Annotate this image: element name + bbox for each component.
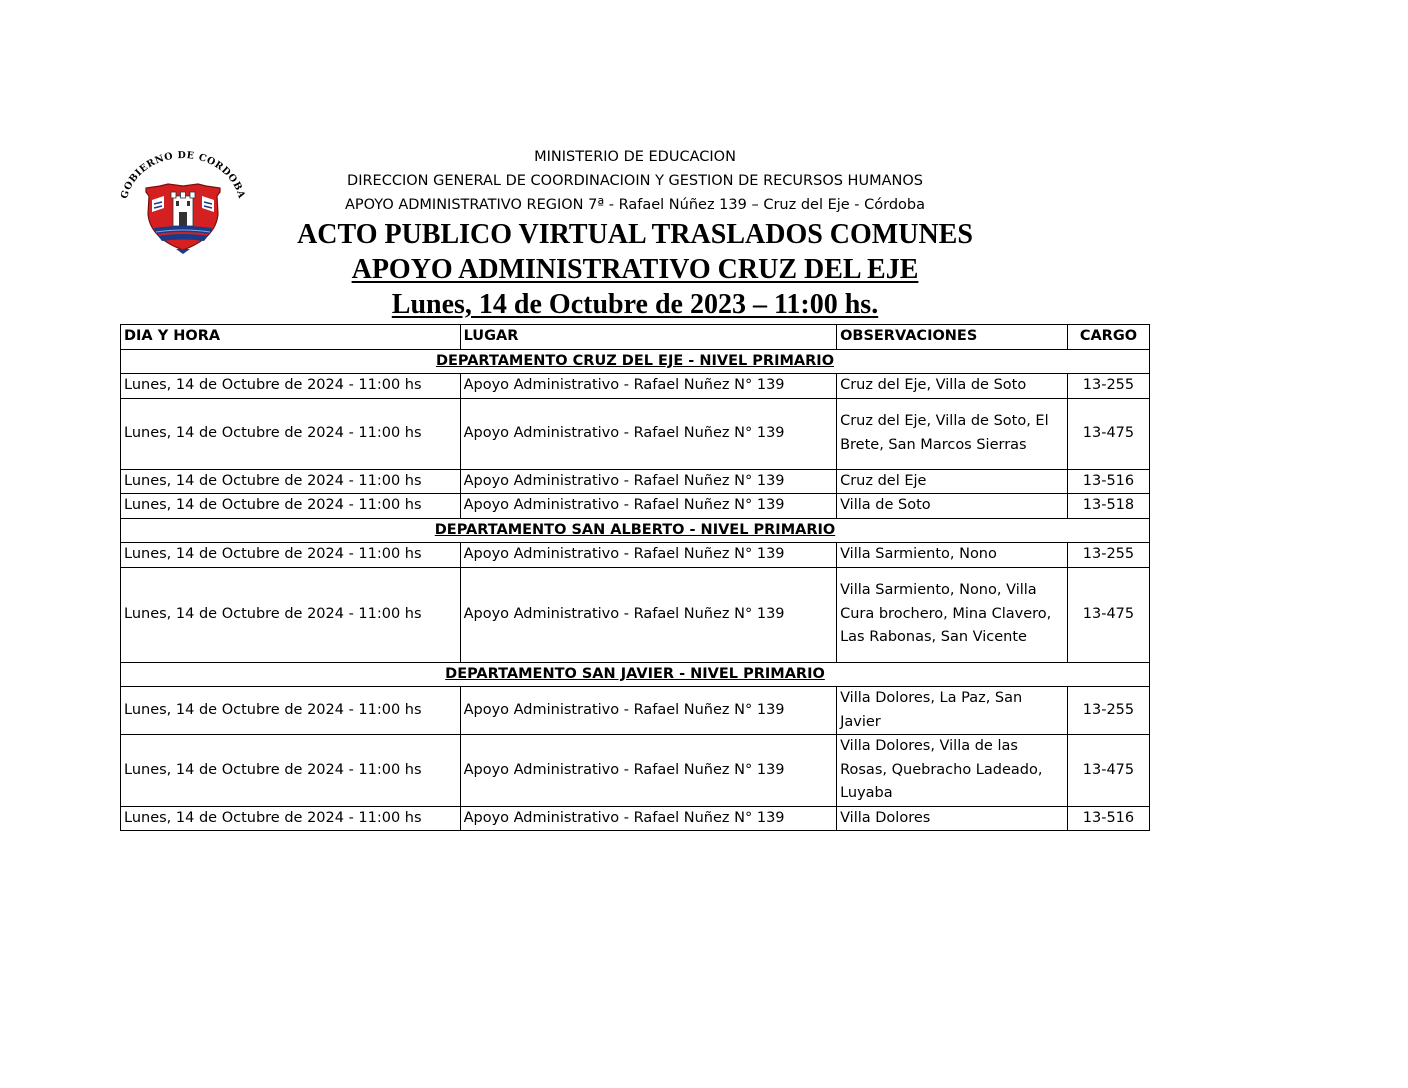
cell-lugar: Apoyo Administrativo - Rafael Nuñez N° 139 [460,543,837,568]
table-row [121,543,1150,568]
header-direction: DIRECCION GENERAL DE COORDINACIOIN Y GESTION DE RECURSOS HUMANOS [347,173,923,189]
document-date-text: Lunes, 14 de Octubre de 2023 – 11:00 hs. [391,289,879,320]
table-row [121,735,1150,807]
cell-cargo: 13-518 [1067,494,1149,519]
cell-cargo: 13-475 [1067,398,1149,469]
cell-cargo: 13-255 [1067,374,1149,399]
table-row [121,567,1150,662]
cell-observaciones: Villa Sarmiento, Nono, Villa Cura brochero, Mina Clavero, Las Rabonas, San Vicente [837,567,1068,662]
cell-cargo: 13-255 [1067,687,1149,735]
cell-dia-hora: Lunes, 14 de Octubre de 2024 - 11:00 hs [121,398,461,469]
cell-observaciones: Cruz del Eje [837,469,1068,494]
svg-text:GOBIERNO DE CORDOBA: GOBIERNO DE CORDOBA [119,150,247,201]
table-row [121,398,1150,469]
cell-cargo: 13-255 [1067,543,1149,568]
section-header-cruz-del-eje [121,349,1150,374]
cell-observaciones: Villa Dolores, Villa de las Rosas, Quebracho Ladeado, Luyaba [837,735,1068,807]
cell-observaciones: Cruz del Eje, Villa de Soto, El Brete, San Marcos Sierras [837,398,1068,469]
section-header-san-alberto [121,518,1150,543]
cell-cargo: 13-475 [1067,567,1149,662]
table-row [121,374,1150,399]
document-title: ACTO PUBLICO VIRTUAL TRASLADOS COMUNES [297,219,973,250]
cell-cargo: 13-475 [1067,735,1149,807]
table-row [121,806,1150,831]
cell-dia-hora: Lunes, 14 de Octubre de 2024 - 11:00 hs [121,494,461,519]
cell-lugar: Apoyo Administrativo - Rafael Nuñez N° 139 [460,735,837,807]
cell-cargo: 13-516 [1067,469,1149,494]
cell-lugar: Apoyo Administrativo - Rafael Nuñez N° 139 [460,469,837,494]
cell-dia-hora: Lunes, 14 de Octubre de 2024 - 11:00 hs [121,567,461,662]
section-title: DEPARTAMENTO SAN JAVIER - NIVEL PRIMARIO [121,662,1150,687]
cell-dia-hora: Lunes, 14 de Octubre de 2024 - 11:00 hs [121,687,461,735]
section-header-san-javier [121,662,1150,687]
column-header-dia-hora: DIA Y HORA [121,325,461,350]
cell-dia-hora: Lunes, 14 de Octubre de 2024 - 11:00 hs [121,374,461,399]
cell-lugar: Apoyo Administrativo - Rafael Nuñez N° 139 [460,567,837,662]
cell-observaciones: Villa de Soto [837,494,1068,519]
document-date [0,288,1270,322]
table-header-row [121,325,1150,350]
column-header-cargo: CARGO [1067,325,1149,350]
cell-lugar: Apoyo Administrativo - Rafael Nuñez N° 139 [460,398,837,469]
section-title: DEPARTAMENTO SAN ALBERTO - NIVEL PRIMARIO [121,518,1150,543]
cell-observaciones: Villa Dolores, La Paz, San Javier [837,687,1068,735]
table-row [121,494,1150,519]
document-subtitle [0,253,1270,287]
cell-dia-hora: Lunes, 14 de Octubre de 2024 - 11:00 hs [121,735,461,807]
cell-lugar: Apoyo Administrativo - Rafael Nuñez N° 139 [460,687,837,735]
header-ministry: MINISTERIO DE EDUCACION [534,149,736,165]
cell-cargo: 13-516 [1067,806,1149,831]
cell-observaciones: Villa Dolores [837,806,1068,831]
cell-lugar: Apoyo Administrativo - Rafael Nuñez N° 139 [460,806,837,831]
cell-dia-hora: Lunes, 14 de Octubre de 2024 - 11:00 hs [121,543,461,568]
cell-dia-hora: Lunes, 14 de Octubre de 2024 - 11:00 hs [121,806,461,831]
transfers-table [120,324,1150,831]
cell-observaciones: Cruz del Eje, Villa de Soto [837,374,1068,399]
cell-lugar: Apoyo Administrativo - Rafael Nuñez N° 139 [460,374,837,399]
column-header-lugar: LUGAR [460,325,837,350]
section-title: DEPARTAMENTO CRUZ DEL EJE - NIVEL PRIMARIO [121,349,1150,374]
cell-dia-hora: Lunes, 14 de Octubre de 2024 - 11:00 hs [121,469,461,494]
cell-lugar: Apoyo Administrativo - Rafael Nuñez N° 139 [460,494,837,519]
document-subtitle-text: APOYO ADMINISTRATIVO CRUZ DEL EJE [351,254,919,285]
table-row [121,469,1150,494]
table-row [121,687,1150,735]
cell-observaciones: Villa Sarmiento, Nono [837,543,1068,568]
column-header-observaciones: OBSERVACIONES [837,325,1068,350]
header-address: APOYO ADMINISTRATIVO REGION 7ª - Rafael Núñez 139 – Cruz del Eje - Córdoba [344,197,926,213]
